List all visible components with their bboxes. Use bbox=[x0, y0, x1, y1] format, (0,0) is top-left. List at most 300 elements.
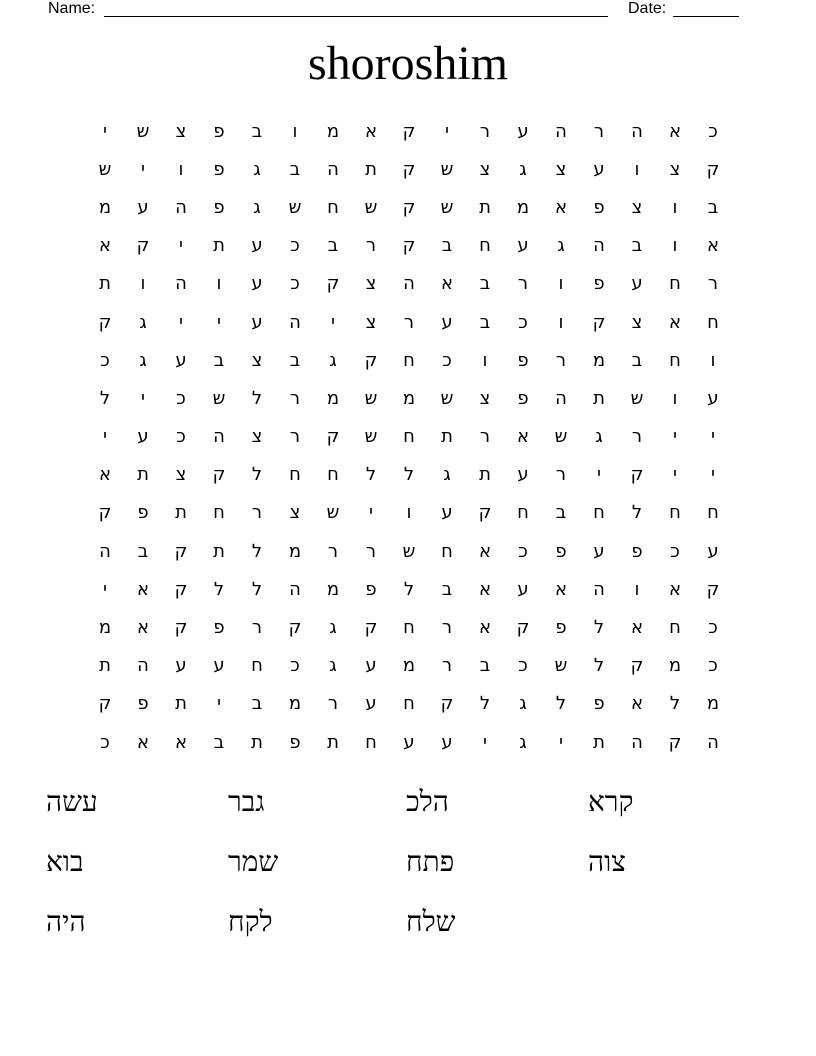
grid-cell: י bbox=[672, 464, 678, 486]
grid-cell: ש bbox=[364, 426, 378, 448]
grid-cell: ע bbox=[251, 311, 263, 333]
word-bank-item: פתח bbox=[406, 845, 455, 878]
grid-cell: ע bbox=[593, 158, 605, 180]
grid-row bbox=[86, 532, 732, 570]
grid-cell: ר bbox=[555, 349, 567, 371]
grid-cell: ג bbox=[519, 158, 527, 180]
grid-cell: ח bbox=[593, 502, 605, 524]
grid-cell: ו bbox=[672, 235, 678, 257]
grid-cell: ה bbox=[631, 120, 643, 142]
grid-cell: י bbox=[102, 426, 108, 448]
grid-cell: ע bbox=[137, 426, 149, 448]
grid-cell: ע bbox=[517, 578, 529, 600]
grid-cell: א bbox=[440, 273, 454, 295]
word-bank-item: היה bbox=[46, 905, 86, 938]
grid-cell: ש bbox=[440, 387, 454, 409]
grid-cell: ה bbox=[707, 731, 719, 753]
grid-cell: מ bbox=[288, 540, 302, 562]
grid-cell: א bbox=[478, 540, 492, 562]
grid-cell: ב bbox=[251, 693, 263, 715]
grid-cell: ו bbox=[406, 502, 412, 524]
grid-cell: ו bbox=[672, 387, 678, 409]
grid-cell: כ bbox=[290, 655, 300, 677]
grid-cell: ת bbox=[479, 464, 491, 486]
grid-cell: ל bbox=[593, 655, 605, 677]
grid-cell: ב bbox=[707, 196, 719, 218]
grid-cell: מ bbox=[288, 693, 302, 715]
grid-cell: כ bbox=[670, 540, 680, 562]
grid-cell: צ bbox=[479, 387, 491, 409]
grid-cell: ל bbox=[403, 578, 415, 600]
grid-cell: ק bbox=[668, 731, 682, 753]
grid-cell: ב bbox=[479, 311, 491, 333]
grid-cell: ה bbox=[403, 273, 415, 295]
grid-cell: ג bbox=[139, 349, 147, 371]
grid-cell: ו bbox=[482, 349, 488, 371]
grid-cell: ו bbox=[672, 196, 678, 218]
grid-cell: כ bbox=[708, 655, 718, 677]
grid-cell: ה bbox=[555, 120, 567, 142]
grid-cell: ב bbox=[289, 158, 301, 180]
grid-cell: ע bbox=[441, 502, 453, 524]
grid-cell: ל bbox=[555, 693, 567, 715]
grid-cell: ע bbox=[365, 655, 377, 677]
word-bank-item: שלח bbox=[406, 905, 456, 938]
grid-cell: ה bbox=[99, 540, 111, 562]
grid-cell: כ bbox=[442, 349, 452, 371]
grid-cell: ב bbox=[441, 578, 453, 600]
grid-cell: פ bbox=[213, 158, 225, 180]
grid-cell: ה bbox=[289, 311, 301, 333]
grid-cell: מ bbox=[668, 655, 682, 677]
grid-cell: פ bbox=[555, 540, 567, 562]
grid-cell: ע bbox=[441, 731, 453, 753]
grid-cell: ח bbox=[669, 617, 681, 639]
name-field-line[interactable] bbox=[104, 0, 608, 17]
grid-cell: ב bbox=[137, 540, 149, 562]
grid-cell: ע bbox=[251, 235, 263, 257]
grid-cell: א bbox=[630, 693, 644, 715]
grid-cell: ש bbox=[364, 387, 378, 409]
grid-cell: ר bbox=[555, 464, 567, 486]
grid-cell: ל bbox=[99, 387, 111, 409]
grid-cell: ר bbox=[707, 273, 719, 295]
grid-cell: ל bbox=[631, 502, 643, 524]
grid-cell: מ bbox=[402, 655, 416, 677]
grid-cell: ע bbox=[517, 235, 529, 257]
grid-cell: ה bbox=[555, 387, 567, 409]
grid-cell: כ bbox=[518, 540, 528, 562]
grid-cell: ש bbox=[326, 502, 340, 524]
grid-cell: מ bbox=[98, 196, 112, 218]
grid-cell: י bbox=[710, 464, 716, 486]
grid-cell: ק bbox=[174, 540, 188, 562]
grid-cell: צ bbox=[555, 158, 567, 180]
grid-cell: ל bbox=[403, 464, 415, 486]
grid-cell: ש bbox=[630, 387, 644, 409]
grid-cell: ש bbox=[440, 196, 454, 218]
grid-cell: כ bbox=[518, 655, 528, 677]
word-bank-item: הלכ bbox=[406, 785, 449, 818]
grid-cell: ר bbox=[365, 235, 377, 257]
grid-cell: ה bbox=[593, 235, 605, 257]
grid-cell: ע bbox=[517, 464, 529, 486]
grid-cell: צ bbox=[175, 120, 187, 142]
grid-cell: ת bbox=[593, 387, 605, 409]
grid-cell: ש bbox=[98, 158, 112, 180]
grid-cell: פ bbox=[137, 693, 149, 715]
grid-cell: ק bbox=[98, 693, 112, 715]
grid-cell: ו bbox=[558, 311, 564, 333]
grid-cell: ע bbox=[175, 349, 187, 371]
grid-cell: ר bbox=[517, 273, 529, 295]
grid-cell: ת bbox=[441, 426, 453, 448]
grid-cell: א bbox=[668, 311, 682, 333]
grid-cell: ח bbox=[289, 464, 301, 486]
grid-cell: ג bbox=[253, 158, 261, 180]
grid-cell: ה bbox=[175, 273, 187, 295]
grid-cell: א bbox=[136, 731, 150, 753]
grid-cell: פ bbox=[213, 196, 225, 218]
grid-cell: ב bbox=[631, 235, 643, 257]
grid-cell: פ bbox=[593, 273, 605, 295]
grid-cell: ל bbox=[251, 540, 263, 562]
grid-cell: ח bbox=[327, 196, 339, 218]
grid-row bbox=[86, 608, 732, 646]
grid-cell: ר bbox=[593, 120, 605, 142]
grid-cell: ק bbox=[630, 655, 644, 677]
grid-cell: ר bbox=[479, 120, 491, 142]
grid-cell: צ bbox=[669, 158, 681, 180]
grid-cell: ח bbox=[365, 731, 377, 753]
word-bank-item: צוה bbox=[588, 845, 626, 878]
grid-cell: כ bbox=[290, 273, 300, 295]
grid-cell: ק bbox=[326, 426, 340, 448]
grid-cell: ע bbox=[403, 731, 415, 753]
grid-cell: מ bbox=[706, 693, 720, 715]
grid-cell: א bbox=[98, 464, 112, 486]
grid-cell: א bbox=[136, 617, 150, 639]
grid-cell: י bbox=[672, 426, 678, 448]
grid-cell: ב bbox=[213, 731, 225, 753]
word-bank-item: עשה bbox=[46, 785, 98, 818]
grid-cell: ח bbox=[669, 502, 681, 524]
word-bank-item: בוא bbox=[46, 845, 84, 878]
grid-cell: כ bbox=[176, 387, 186, 409]
grid-row bbox=[86, 685, 732, 723]
grid-cell: ת bbox=[479, 196, 491, 218]
grid-cell: י bbox=[178, 235, 184, 257]
grid-cell: א bbox=[554, 578, 568, 600]
grid-cell: א bbox=[630, 617, 644, 639]
grid-cell: ג bbox=[253, 196, 261, 218]
grid-cell: ע bbox=[631, 273, 643, 295]
grid-cell: ר bbox=[251, 617, 263, 639]
grid-cell: ו bbox=[710, 349, 716, 371]
grid-cell: ע bbox=[517, 120, 529, 142]
grid-cell: צ bbox=[251, 349, 263, 371]
grid-cell: פ bbox=[137, 502, 149, 524]
grid-cell: ג bbox=[329, 349, 337, 371]
grid-cell: פ bbox=[213, 617, 225, 639]
grid-cell: י bbox=[140, 387, 146, 409]
grid-row bbox=[86, 494, 732, 532]
grid-cell: ע bbox=[593, 540, 605, 562]
grid-row bbox=[86, 418, 732, 456]
grid-cell: מ bbox=[98, 617, 112, 639]
grid-cell: ב bbox=[479, 655, 491, 677]
header bbox=[48, 0, 748, 20]
grid-cell: ת bbox=[99, 273, 111, 295]
grid-cell: ח bbox=[669, 273, 681, 295]
grid-cell: ל bbox=[365, 464, 377, 486]
grid-cell: צ bbox=[631, 311, 643, 333]
grid-cell: ו bbox=[178, 158, 184, 180]
date-label: Date: bbox=[628, 0, 667, 17]
grid-cell: כ bbox=[290, 235, 300, 257]
grid-cell: ש bbox=[212, 387, 226, 409]
grid-cell: ב bbox=[555, 502, 567, 524]
grid-cell: ק bbox=[136, 235, 150, 257]
grid-cell: ה bbox=[289, 578, 301, 600]
grid-cell: ה bbox=[593, 578, 605, 600]
grid-cell: ל bbox=[669, 693, 681, 715]
name-label: Name: bbox=[48, 0, 96, 17]
grid-cell: ה bbox=[137, 655, 149, 677]
grid-cell: מ bbox=[326, 387, 340, 409]
grid-cell: ע bbox=[441, 311, 453, 333]
grid-cell: ה bbox=[175, 196, 187, 218]
grid-cell: ק bbox=[402, 120, 416, 142]
grid-cell: ת bbox=[365, 158, 377, 180]
grid-cell: ג bbox=[557, 235, 565, 257]
grid-cell: פ bbox=[517, 387, 529, 409]
grid-row bbox=[86, 570, 732, 608]
grid-cell: ח bbox=[441, 540, 453, 562]
grid-cell: פ bbox=[593, 196, 605, 218]
grid-cell: צ bbox=[631, 196, 643, 218]
grid-cell: י bbox=[102, 578, 108, 600]
grid-cell: ב bbox=[327, 235, 339, 257]
grid-cell: ו bbox=[634, 578, 640, 600]
grid-cell: ש bbox=[554, 426, 568, 448]
grid-cell: ע bbox=[707, 387, 719, 409]
grid-cell: צ bbox=[365, 273, 377, 295]
grid-cell: ק bbox=[364, 617, 378, 639]
word-bank-item: קרא bbox=[588, 785, 634, 818]
grid-cell: ח bbox=[213, 502, 225, 524]
grid-cell: ע bbox=[707, 540, 719, 562]
page-title: shoroshim bbox=[307, 37, 508, 90]
grid-cell: כ bbox=[518, 311, 528, 333]
grid-cell: ב bbox=[441, 235, 453, 257]
grid-cell: ג bbox=[139, 311, 147, 333]
grid-cell: מ bbox=[592, 349, 606, 371]
grid-cell: ב bbox=[289, 349, 301, 371]
word-bank-item: שמר bbox=[228, 845, 279, 878]
grid-cell: ב bbox=[251, 120, 263, 142]
word-bank-item: לקח bbox=[228, 905, 273, 938]
grid-cell: ח bbox=[707, 311, 719, 333]
grid-cell: מ bbox=[326, 120, 340, 142]
grid-cell: א bbox=[136, 578, 150, 600]
grid-cell: ר bbox=[631, 426, 643, 448]
grid-cell: ע bbox=[251, 273, 263, 295]
grid-cell: י bbox=[710, 426, 716, 448]
grid-cell: פ bbox=[631, 540, 643, 562]
grid-cell: ש bbox=[402, 540, 416, 562]
grid-cell: ק bbox=[630, 464, 644, 486]
grid-cell: ב bbox=[213, 349, 225, 371]
grid-cell: ק bbox=[516, 617, 530, 639]
grid-row bbox=[86, 227, 732, 265]
grid-cell: י bbox=[330, 311, 336, 333]
grid-cell: ח bbox=[479, 235, 491, 257]
grid-cell: ע bbox=[213, 655, 225, 677]
grid-cell: ל bbox=[479, 693, 491, 715]
grid-cell: ג bbox=[519, 693, 527, 715]
grid-cell: ק bbox=[402, 196, 416, 218]
grid-cell: ר bbox=[403, 311, 415, 333]
grid-cell: ה bbox=[327, 158, 339, 180]
grid-cell: ק bbox=[288, 617, 302, 639]
grid-cell: פ bbox=[555, 617, 567, 639]
grid-cell: י bbox=[216, 693, 222, 715]
grid-cell: ו bbox=[558, 273, 564, 295]
grid-cell: ג bbox=[443, 464, 451, 486]
grid-cell: א bbox=[668, 120, 682, 142]
grid-cell: ת bbox=[137, 464, 149, 486]
grid-cell: א bbox=[98, 235, 112, 257]
grid-cell: ע bbox=[175, 655, 187, 677]
grid-cell: ג bbox=[329, 655, 337, 677]
grid-cell: ק bbox=[98, 311, 112, 333]
grid-cell: י bbox=[596, 464, 602, 486]
grid-row bbox=[86, 456, 732, 494]
letter-grid bbox=[86, 112, 732, 761]
grid-cell: י bbox=[178, 311, 184, 333]
grid-cell: ק bbox=[364, 349, 378, 371]
grid-cell: ר bbox=[251, 502, 263, 524]
grid-cell: י bbox=[216, 311, 222, 333]
grid-cell: י bbox=[102, 120, 108, 142]
grid-cell: פ bbox=[365, 578, 377, 600]
grid-cell: ר bbox=[365, 540, 377, 562]
grid-cell: ש bbox=[288, 196, 302, 218]
grid-cell: ג bbox=[519, 731, 527, 753]
grid-cell: ר bbox=[289, 426, 301, 448]
grid-row bbox=[86, 379, 732, 417]
grid-cell: פ bbox=[593, 693, 605, 715]
grid-row bbox=[86, 647, 732, 685]
grid-cell: י bbox=[444, 120, 450, 142]
grid-cell: ת bbox=[175, 693, 187, 715]
grid-cell: ק bbox=[212, 464, 226, 486]
grid-cell: ל bbox=[251, 464, 263, 486]
grid-cell: כ bbox=[176, 426, 186, 448]
grid-cell: א bbox=[668, 578, 682, 600]
grid-cell: ע bbox=[137, 196, 149, 218]
grid-cell: ע bbox=[365, 693, 377, 715]
grid-cell: צ bbox=[289, 502, 301, 524]
grid-cell: מ bbox=[326, 578, 340, 600]
grid-row bbox=[86, 341, 732, 379]
grid-cell: ק bbox=[174, 578, 188, 600]
grid-cell: א bbox=[174, 731, 188, 753]
grid-cell: ת bbox=[593, 731, 605, 753]
grid-cell: ג bbox=[329, 617, 337, 639]
grid-cell: ח bbox=[707, 502, 719, 524]
grid-cell: ח bbox=[403, 426, 415, 448]
grid-cell: פ bbox=[289, 731, 301, 753]
grid-cell: ר bbox=[441, 617, 453, 639]
grid-cell: ק bbox=[706, 578, 720, 600]
grid-cell: א bbox=[364, 120, 378, 142]
grid-row bbox=[86, 112, 732, 150]
grid-cell: ק bbox=[440, 693, 454, 715]
grid-cell: ר bbox=[479, 426, 491, 448]
grid-cell: ק bbox=[326, 273, 340, 295]
grid-cell: י bbox=[368, 502, 374, 524]
grid-cell: ר bbox=[289, 387, 301, 409]
grid-cell: ל bbox=[213, 578, 225, 600]
grid-cell: ב bbox=[631, 349, 643, 371]
grid-cell: ת bbox=[213, 235, 225, 257]
grid-cell: ת bbox=[99, 655, 111, 677]
grid-cell: צ bbox=[479, 158, 491, 180]
grid-cell: ק bbox=[98, 502, 112, 524]
grid-cell: ק bbox=[402, 158, 416, 180]
grid-cell: מ bbox=[516, 196, 530, 218]
grid-cell: כ bbox=[100, 731, 110, 753]
grid-cell: ק bbox=[592, 311, 606, 333]
date-field-line[interactable] bbox=[673, 0, 739, 17]
grid-cell: ק bbox=[174, 617, 188, 639]
grid-cell: ה bbox=[213, 426, 225, 448]
grid-cell: ל bbox=[251, 387, 263, 409]
grid-cell: א bbox=[478, 617, 492, 639]
grid-cell: ה bbox=[631, 731, 643, 753]
grid-cell: מ bbox=[402, 387, 416, 409]
grid-cell: ת bbox=[175, 502, 187, 524]
grid-cell: ר bbox=[327, 693, 339, 715]
grid-cell: א bbox=[706, 235, 720, 257]
grid-cell: ק bbox=[478, 502, 492, 524]
grid-cell: ח bbox=[327, 464, 339, 486]
grid-cell: צ bbox=[365, 311, 377, 333]
grid-cell: פ bbox=[517, 349, 529, 371]
grid-cell: ג bbox=[595, 426, 603, 448]
grid-cell: ר bbox=[441, 655, 453, 677]
grid-cell: ו bbox=[634, 158, 640, 180]
grid-cell: י bbox=[482, 731, 488, 753]
grid-row bbox=[86, 188, 732, 226]
grid-cell: כ bbox=[708, 120, 718, 142]
grid-row bbox=[86, 150, 732, 188]
grid-cell: ח bbox=[403, 349, 415, 371]
grid-cell: ת bbox=[251, 731, 263, 753]
grid-cell: ש bbox=[554, 655, 568, 677]
grid-cell: ש bbox=[440, 158, 454, 180]
grid-cell: ח bbox=[669, 349, 681, 371]
grid-cell: ר bbox=[327, 540, 339, 562]
grid-cell: א bbox=[554, 196, 568, 218]
grid-cell: פ bbox=[213, 120, 225, 142]
grid-cell: ו bbox=[216, 273, 222, 295]
grid-cell: ח bbox=[403, 617, 415, 639]
grid-cell: ת bbox=[213, 540, 225, 562]
grid-cell: ח bbox=[403, 693, 415, 715]
